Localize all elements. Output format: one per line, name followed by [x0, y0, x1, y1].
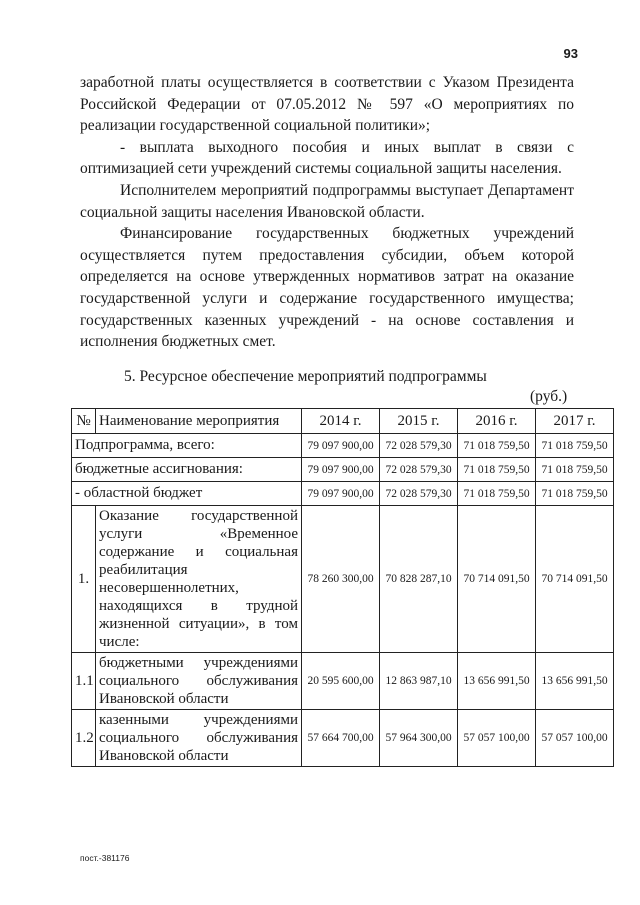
value-2015: 72 028 579,30: [380, 482, 458, 506]
value-2015: 12 863 987,10: [380, 653, 458, 710]
value-2015: 72 028 579,30: [380, 458, 458, 482]
table-row-item-1-1: [72, 653, 614, 710]
header-2015: 2015 г.: [380, 409, 458, 434]
value-2017: 70 714 091,50: [536, 506, 614, 653]
item-name-line: числе:: [99, 634, 140, 650]
table-header-row: [72, 409, 614, 434]
value-2014: 79 097 900,00: [302, 458, 380, 482]
row-label: Подпрограмма, всего:: [72, 434, 302, 458]
item-name-line: казенными учреждениями: [99, 712, 298, 728]
table-row-subprogram-total: [72, 434, 614, 458]
value-2014: 57 664 700,00: [302, 710, 380, 767]
value-2015: 72 028 579,30: [380, 434, 458, 458]
item-name: [96, 710, 302, 767]
paragraph-4: Финансирование государственных бюджетных учреждений осуществляется путем предоставления субсидии, объем которой определяется на основе утвержденных нормативов затрат на оказание государственной услуги и содержание государственного имущества; государственных казенных учреждений - на основе составления и исполнения бюджетных смет.: [80, 225, 574, 351]
paragraph-3: Исполнителем мероприятий подпрограммы выступает Департамент социальной защиты населения Ивановской области.: [80, 181, 574, 221]
item-name-line: Ивановской области: [99, 691, 229, 707]
item-name-line: находящихся в трудной: [99, 598, 298, 614]
item-number: 1.2: [72, 710, 96, 767]
value-2014: 79 097 900,00: [302, 434, 380, 458]
value-2017: 13 656 991,50: [536, 653, 614, 710]
header-2016: 2016 г.: [458, 409, 536, 434]
paragraph-2: - выплата выходного пособия и иных выплат в связи с оптимизацией сети учреждений системы социальной защиты населения.: [80, 138, 574, 178]
value-2016: 71 018 759,50: [458, 458, 536, 482]
currency-unit: (руб.): [530, 388, 568, 405]
paragraph-1: заработной платы осуществляется в соответствии с Указом Президента Российской Федерации от 07.05.2012 № 597 «О мероприятиях по реализации государственной социальной политики»;: [80, 74, 574, 135]
row-label: бюджетные ассигнования:: [72, 458, 302, 482]
section-title: 5. Ресурсное обеспечение мероприятий подпрограммы: [124, 368, 487, 385]
header-2014: 2014 г.: [302, 409, 380, 434]
item-name-line: жизненной ситуации», в том: [99, 616, 298, 632]
item-name-line: Оказание государственной: [99, 508, 298, 524]
value-2015: 57 964 300,00: [380, 710, 458, 767]
item-name-line: социального обслуживания: [99, 673, 298, 689]
table-row-budget-allocations: [72, 458, 614, 482]
value-2017: 71 018 759,50: [536, 482, 614, 506]
item-name-line: Ивановской области: [99, 748, 229, 764]
value-2017: 71 018 759,50: [536, 434, 614, 458]
item-name-line: услуги «Временное: [99, 526, 298, 542]
item-number: 1.1: [72, 653, 96, 710]
header-name: Наименование мероприятия: [96, 409, 302, 434]
item-name-line: бюджетными учреждениями: [99, 655, 298, 671]
item-name: [96, 653, 302, 710]
value-2016: 71 018 759,50: [458, 434, 536, 458]
value-2015: 70 828 287,10: [380, 506, 458, 653]
document-footer-code: пост.-381176: [80, 853, 130, 863]
value-2017: 71 018 759,50: [536, 458, 614, 482]
resource-table: [71, 408, 614, 767]
value-2014: 79 097 900,00: [302, 482, 380, 506]
row-label: - областной бюджет: [72, 482, 302, 506]
table-row-item-1: [72, 506, 614, 653]
value-2016: 13 656 991,50: [458, 653, 536, 710]
table-row-regional-budget: [72, 482, 614, 506]
value-2014: 78 260 300,00: [302, 506, 380, 653]
body-text: [80, 72, 574, 353]
value-2014: 20 595 600,00: [302, 653, 380, 710]
table-row-item-1-2: [72, 710, 614, 767]
item-name: [96, 506, 302, 653]
item-name-line: реабилитация: [99, 562, 188, 578]
item-name-line: содержание и социальная: [99, 544, 298, 560]
page-number: 93: [563, 46, 578, 61]
item-name-line: несовершеннолетних,: [99, 580, 239, 596]
value-2016: 57 057 100,00: [458, 710, 536, 767]
header-2017: 2017 г.: [536, 409, 614, 434]
value-2017: 57 057 100,00: [536, 710, 614, 767]
value-2016: 71 018 759,50: [458, 482, 536, 506]
item-name-line: социального обслуживания: [99, 730, 298, 746]
value-2016: 70 714 091,50: [458, 506, 536, 653]
item-number: 1.: [72, 506, 96, 653]
header-num: №: [72, 409, 96, 434]
